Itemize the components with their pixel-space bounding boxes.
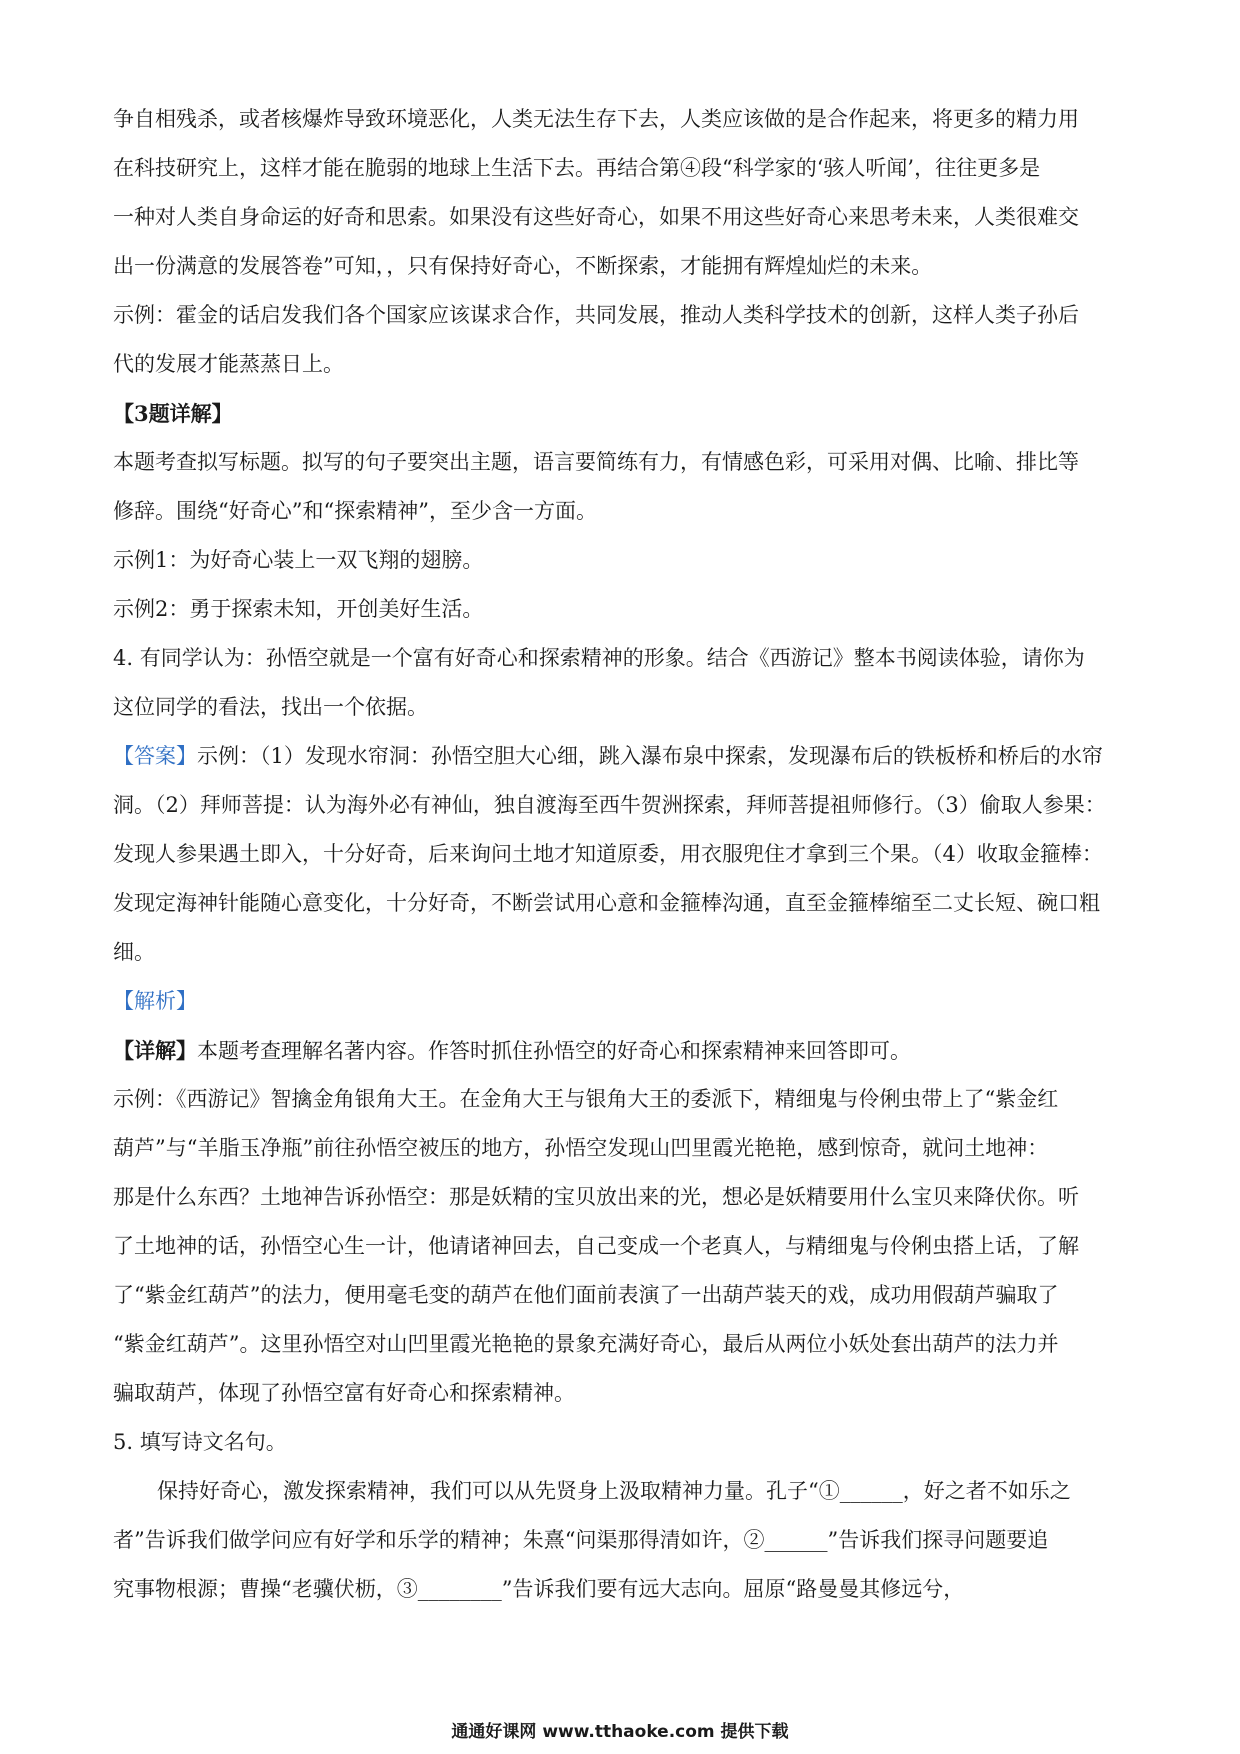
answer-text: 示例：（1）发现水帘洞：孙悟空胆大心细，跳入瀑布泉中探索，发现瀑布后的铁板桥和桥后的水帘 [197,744,1103,768]
paragraph-line: 修辞。围绕“好奇心”和“探索精神”，至少含一方面。 [113,499,597,523]
analysis-label: 【解析】 [113,989,197,1013]
example-line: 骗取葫芦，体现了孙悟空富有好奇心和探索精神。 [113,1381,575,1405]
paragraph-line: 示例：霍金的话启发我们各个国家应该谋求合作，共同发展，推动人类科学技术的创新，这样人类子孙后 [113,303,1079,327]
example-line: “紫金红葫芦”。这里孙悟空对山凹里霞光艳艳的景象充满好奇心，最后从两位小妖处套出葫芦的法力并 [113,1332,1059,1356]
question-4: 4. 有同学认为：孙悟空就是一个富有好奇心和探索精神的形象。结合《西游记》整本书阅读体验，请你为 [113,646,1085,670]
paragraph-line: 本题考查拟写标题。拟写的句子要突出主题，语言要简练有力，有情感色彩，可采用对偶、比喻、排比等 [113,450,1079,474]
example-line: 了土地神的话，孙悟空心生一计，他请诸神回去，自己变成一个老真人，与精细鬼与伶俐虫搭上话，了解 [113,1234,1079,1258]
poem-line: 保持好奇心，激发探索精神，我们可以从先贤身上汲取精神力量。孔子“①______，好之者不如乐之 [157,1479,1071,1503]
answer-line [113,732,1135,781]
answer-line: 发现人参果遇土即入，十分好奇，后来询问土地才知道原委，用衣服兜住才拿到三个果。（4）收取金箍棒： [113,842,1103,866]
answer-label: 【答案】 [113,744,197,768]
paragraph-line: 在科技研究上，这样才能在脆弱的地球上生活下去。再结合第④段“科学家的‘骇人听闻’，往往更多是 [113,156,1041,180]
question-5: 5. 填写诗文名句。 [113,1430,287,1454]
page-footer: 通通好课网 www.tthaoke.com 提供下载 [451,1722,789,1742]
example-line: 葫芦”与“羊脂玉净瓶”前往孙悟空被压的地方，孙悟空发现山凹里霞光艳艳，感到惊奇，就问土地神： [113,1136,1049,1160]
example-line: 了“紫金红葫芦”的法力，便用毫毛变的葫芦在他们面前表演了一出葫芦装天的戏，成功用假葫芦骗取了 [113,1283,1059,1307]
paragraph-line: 出一份满意的发展答卷”可知，，只有保持好奇心，不断探索，才能拥有辉煌灿烂的未来。 [113,254,933,278]
answer-line: 洞。（2）拜师菩提：认为海外必有神仙，独自渡海至西牛贺洲探索，拜师菩提祖师修行。（3）偷取人参果： [113,793,1106,817]
answer-line: 细。 [113,940,155,964]
answer-line: 发现定海神针能随心意变化，十分好奇，不断尝试用心意和金箍棒沟通，直至金箍棒缩至二丈长短、碗口粗 [113,891,1100,915]
paragraph-line: 代的发展才能蒸蒸日上。 [113,352,344,376]
detail-label: 【详解】 [113,1038,197,1063]
example-line: 示例：《西游记》智擒金角银角大王。在金角大王与银角大王的委派下，精细鬼与伶俐虫带上了“紫金红 [113,1087,1059,1111]
poem-line: 究事物根源；曹操“老骥伏枥，③________”告诉我们要有远大志向。屈原“路曼曼其修远兮， [113,1577,965,1601]
detail-line [113,1026,1135,1075]
paragraph-line: 一种对人类自身命运的好奇和思索。如果没有这些好奇心，如果不用这些好奇心来思考未来，人类很难交 [113,205,1079,229]
poem-line: 者”告诉我们做学问应有好学和乐学的精神；朱熹“问渠那得清如许，②______”告诉我们探寻问题要追 [113,1528,1049,1552]
example-line: 示例2：勇于探索未知，开创美好生活。 [113,597,484,621]
section-heading-q3: 【3题详解】 [113,401,233,426]
question-4: 这位同学的看法，找出一个依据。 [113,695,428,719]
example-line: 那是什么东西？土地神告诉孙悟空：那是妖精的宝贝放出来的光，想必是妖精要用什么宝贝来降伏你。听 [113,1185,1079,1209]
document-body [113,95,1135,1614]
example-line: 示例1：为好奇心装上一双飞翔的翅膀。 [113,548,484,572]
detail-text: 本题考查理解名著内容。作答时抓住孙悟空的好奇心和探索精神来回答即可。 [197,1039,911,1063]
paragraph-line: 争自相残杀，或者核爆炸导致环境恶化，人类无法生存下去，人类应该做的是合作起来，将更多的精力用 [113,107,1079,131]
